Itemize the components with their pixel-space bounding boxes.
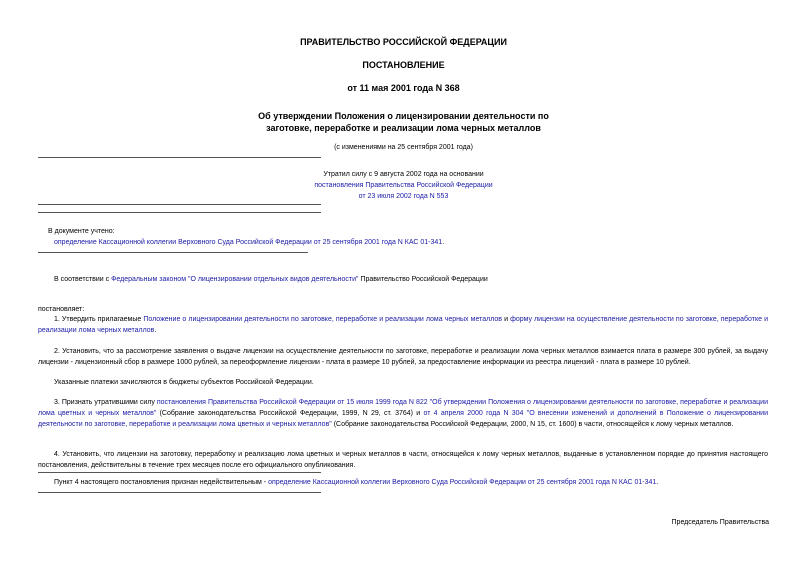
item-2: 2. Установить, что за рассмотрение заявления о выдаче лицензии на осуществление деятельности по заготовке, переработке и реализации лома черных металлов взимается плата в размере 300 рублей, за выдачу лицензии - лицензионный сбор в размере 1000 рублей, за переоформление лицензии - плата в размере 10 рублей, за предоставление информации из реестра лицензий - плата в размере 10 рублей. — [38, 348, 768, 366]
document-title-line1: Об утверждении Положения о лицензировании деятельности по — [258, 111, 549, 121]
item-3-prefix: 3. Признать утратившими силу — [54, 399, 157, 406]
resolution-304-link[interactable]: от 4 апреля 2000 года N 304 "О внесении изменений и дополнений в Положение о лицензировании деятельности по заготовке, переработке и реализации лома цветных и черных металлов" — [38, 410, 768, 428]
preamble-suffix: Правительство Российской Федерации — [358, 276, 488, 283]
item-1-mid: и — [501, 316, 511, 323]
regulation-link[interactable]: Положение о лицензировании деятельности по заготовке, переработке и реализации лома черных металлов — [143, 316, 502, 323]
item-1 — [38, 314, 768, 336]
payments-note: Указанные платежи зачисляются в бюджеты субъектов Российской Федерации. — [54, 379, 314, 386]
considered-label: В документе учтено: — [48, 228, 115, 235]
repeal-resolution-link-line1[interactable]: постановления Правительства Российской Федерации — [314, 182, 493, 189]
federal-law-link[interactable]: Федеральным законом "О лицензировании отдельных видов деятельности" — [111, 276, 359, 283]
repeal-resolution-link-2[interactable] — [0, 191, 807, 202]
item-3-mid: (Собрание законодательства Российской Федерации, 1999, N 29, ст. 3764) и — [156, 410, 424, 417]
considered-item: определение Кассационной коллегии Верховного Суда Российской Федерации от 25 сентября 2001 года N КАС 01-341. — [54, 239, 445, 246]
government-heading: ПРАВИТЕЛЬСТВО РОССИЙСКОЙ ФЕДЕРАЦИИ — [300, 37, 507, 47]
amendments-note: (с изменениями на 25 сентября 2001 года) — [334, 144, 473, 151]
separator-line — [38, 157, 321, 158]
document-type: ПОСТАНОВЛЕНИЕ — [362, 60, 445, 70]
item-3 — [38, 397, 768, 430]
separator-line — [38, 212, 321, 213]
separator-line — [38, 472, 321, 473]
item-3-suffix: (Собрание законодательства Российской Федерации, 2000, N 15, ст. 1600) в части, относящейся к лому черных металлов. — [331, 421, 734, 428]
document-title-line2: заготовке, переработке и реализации лома черных металлов — [266, 123, 541, 133]
license-form-link[interactable]: форму лицензии на осуществление деятельности по заготовке, переработке и реализации лома черных металлов — [38, 316, 768, 334]
document-date-number: от 11 мая 2001 года N 368 — [347, 83, 460, 93]
item-4: 4. Установить, что лицензии на заготовку, переработку и реализацию лома цветных и черных металлов в части, относящейся к лому черных металлов, выданные в установленном порядке до принятия настоящего постановления, действительны в течение трех месяцев после его официального опубликования. — [38, 451, 768, 469]
separator-line — [38, 204, 321, 205]
court-ruling-link-2[interactable]: определение Кассационной коллегии Верховного Суда Российской Федерации от 25 сентября 2001 года N КАС 01-341 — [268, 479, 657, 486]
signature: Председатель Правительства — [671, 519, 769, 526]
separator-line — [38, 252, 308, 253]
separator-line — [38, 492, 321, 493]
item-1-prefix: 1. Утвердить прилагаемые — [54, 316, 144, 323]
repeal-note: Утратил силу с 9 августа 2002 года на основании — [323, 171, 484, 178]
preamble — [54, 274, 488, 285]
repeal-resolution-link-line2[interactable]: от 23 июля 2002 года N 553 — [358, 193, 449, 200]
repeal-resolution-link[interactable] — [0, 180, 807, 191]
preamble-prefix: В соответствии с — [54, 276, 112, 283]
resolves-word: постановляет: — [38, 306, 85, 313]
court-ruling-link[interactable]: определение Кассационной коллегии Верховного Суда Российской Федерации от 25 сентября 2001 года N КАС 01-341 — [54, 239, 443, 246]
item-4-note-prefix: Пункт 4 настоящего постановления признан недействительным - — [54, 479, 269, 486]
item-1-suffix: . — [154, 327, 157, 334]
resolution-822-link[interactable]: постановления Правительства Российской Федерации от 15 июля 1999 года N 822 "Об утверждении Положения о лицензировании деятельности по заготовке, переработке и реализации лома цветных и черных металлов" — [38, 399, 768, 417]
item-4-note: Пункт 4 настоящего постановления признан недействительным - определение Кассационной коллегии Верховного Суда Российской Федерации от 25 сентября 2001 года N КАС 01-341. — [54, 479, 659, 486]
